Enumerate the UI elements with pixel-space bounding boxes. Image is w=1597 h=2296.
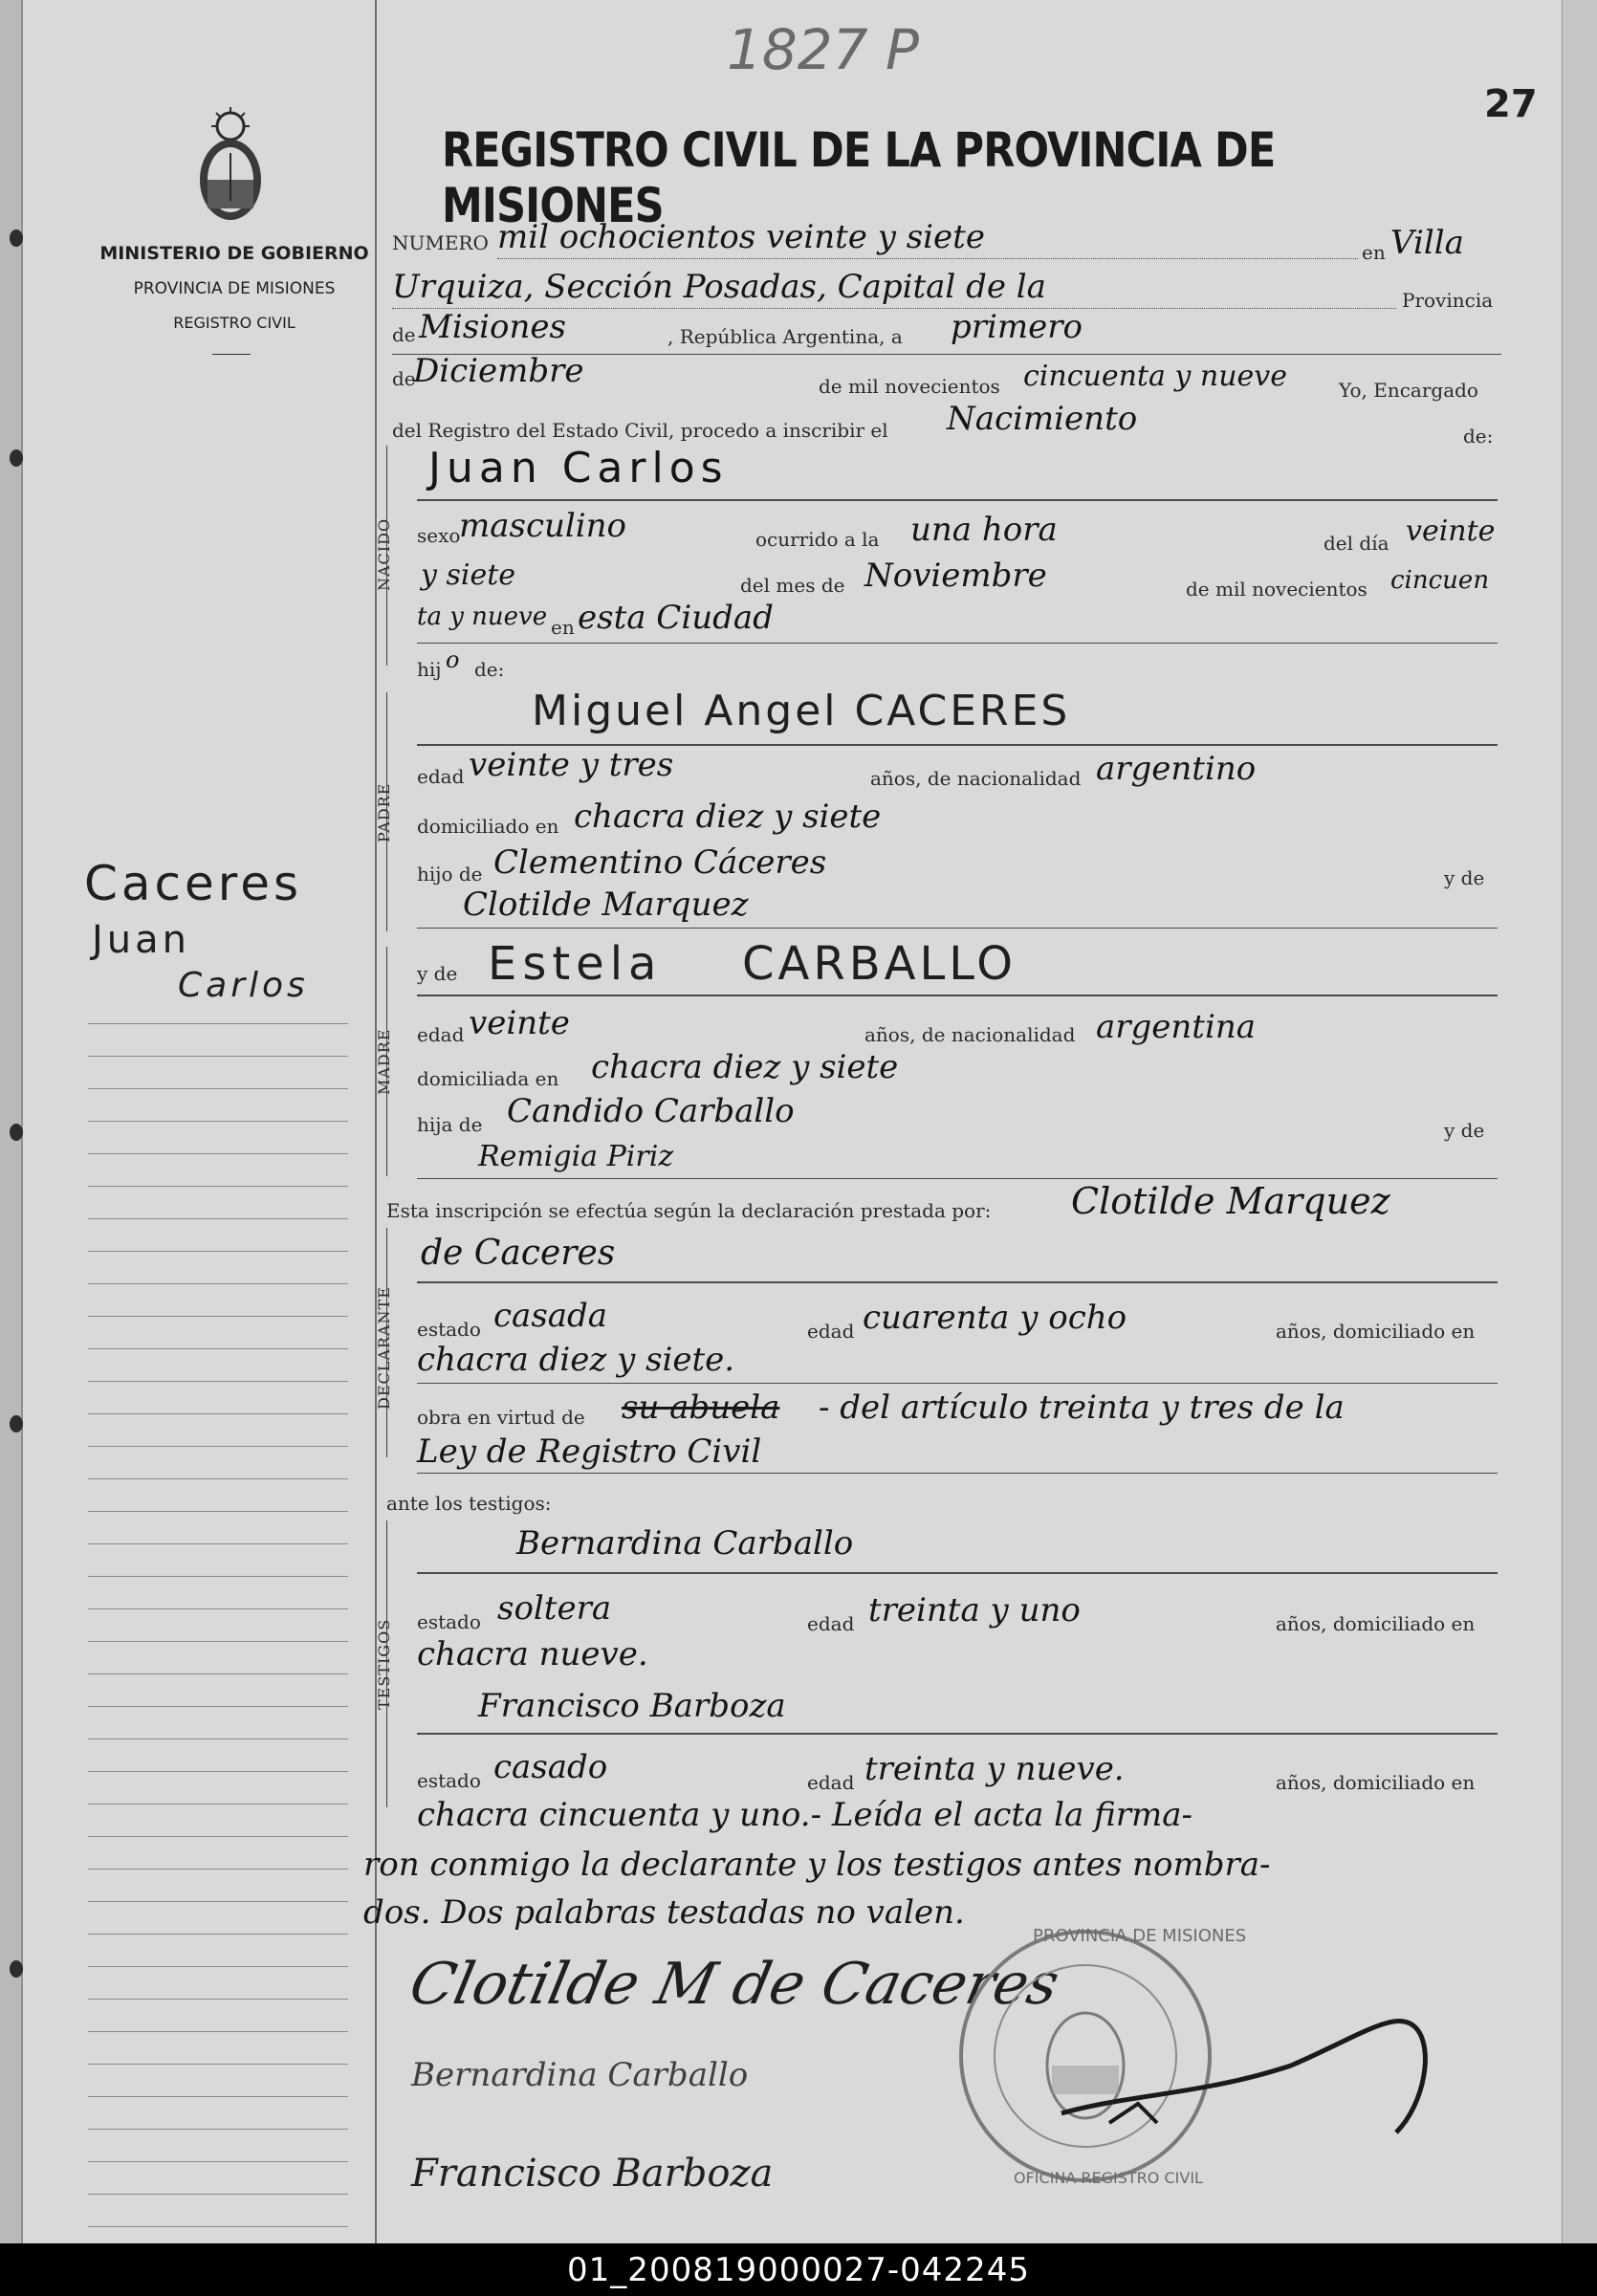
signature-witness-2: Francisco Barboza: [411, 2152, 774, 2196]
section-padre: PADRE: [375, 782, 393, 843]
margin-ruled-line: [88, 2194, 348, 2195]
coat-of-arms-icon: [187, 105, 273, 230]
register-page: 1827 P 27 MINISTERIO DE GOBIERNO PROVINCIA DE MISIONES REGISTRO CIVIL Caceres Juan Carlos REGISTRO CIVIL DE LA PROVINCIA DE MISIONES NUMERO mil ochocientos veinte y siete en Villa Urquiza, Sección Posadas, Capital de la Provincia de Misiones , República Argentina, a primero de Diciembre de mil novecientos cincuenta y nueve Yo, Encargado del Registro del Estado Civil, procedo a inscribir el Nacimiento de: NACIDO Juan Carlos sexo masculino ocurrido a la una hora del día veinte y siete del mes de Noviembre de mil novecientos cincuen ta y nueve en esta Ciudad hij o de: PADRE Miguel Angel CACERES edad veinte y tres años, de nacionalidad argentino domiciliado en chacra diez y siete hijo de Clementino Cáceres y de Clotilde Marquez MADRE y de Estela CARBALLO edad veinte años, de nacionalidad argentina domiciliada en chacra diez y siete hija de Candido Carballo y de Remigia Piriz Esta inscripción se efectúa según la declaración prestada por: Clotilde Marquez DECLARANTE de Caceres estado casada edad cuarenta y ocho años, domiciliado en chacra diez y siete. obra en virtud de su abuela - del artículo treinta y tres de la Ley de Registro Civil ante los testigos: TESTIGOS Bernardina Carballo estado soltera edad treinta y uno años, domiciliado en chacra nueve. Francisco Barboza estado casado edad treinta y nueve. años, domiciliado en chacra cincuenta y uno.- Leída el acta la firma- ron conmigo la declarante y los testigos antes nombra- dos. Dos palabras testadas no valen. Clotilde M de Caceres Bernardina Carballo Francisco Barboza PROVINCIA DE MISIONES OFICINA REGISTRO CIVIL: [0, 0, 1597, 2243]
entry-witness-1-age: treinta y uno: [868, 1591, 1081, 1629]
margin-ruled-line: [88, 1966, 348, 1967]
entry-mother-address: chacra diez y siete: [591, 1048, 899, 1086]
registrar-signature-icon: [1052, 1951, 1473, 2142]
entry-day: primero: [951, 308, 1083, 346]
entry-birth-year-2: ta y nueve: [417, 602, 548, 631]
margin-ruled-line: [88, 1543, 348, 1544]
declaration-label: Esta inscripción se efectúa según la declaración prestada por:: [386, 1199, 992, 1222]
margin-ruled-line: [88, 1056, 348, 1057]
entry-witness-2-address: chacra cincuenta y uno.- Leída el acta la firma-: [417, 1796, 1193, 1834]
margin-ruled-line: [88, 1836, 348, 1837]
entry-father-name: Miguel Angel CACERES: [532, 687, 1071, 735]
entry-year: cincuenta y nueve: [1023, 360, 1287, 393]
section-testigos: TESTIGOS: [375, 1618, 393, 1710]
entry-declarant-1: Clotilde Marquez: [1071, 1180, 1390, 1222]
entry-birth-year-1: cincuen: [1390, 566, 1490, 595]
pencil-folio: 1827 P: [727, 17, 920, 82]
entry-birth-place: esta Ciudad: [578, 599, 774, 637]
margin-ruled-line: [88, 2064, 348, 2065]
entry-father-address: chacra diez y siete: [574, 798, 882, 836]
stamp-text-top: PROVINCIA DE MISIONES: [1033, 1926, 1247, 1946]
margin-ruled-line: [88, 1608, 348, 1609]
entry-declarant-age: cuarenta y ocho: [863, 1299, 1127, 1337]
page-title: REGISTRO CIVIL DE LA PROVINCIA DE MISIONES: [442, 122, 1276, 233]
entry-mother-last: CARBALLO: [742, 937, 1017, 991]
margin-ruled-line: [88, 2161, 348, 2162]
entry-act-type: Nacimiento: [947, 400, 1138, 438]
entry-father-mother: Clotilde Marquez: [463, 886, 749, 924]
margin-ruled-line: [88, 1576, 348, 1577]
entry-hour: una hora: [910, 511, 1058, 549]
binding-hole: [10, 1960, 23, 1978]
margin-ruled-line: [88, 1153, 348, 1154]
entry-birth-day-1: veinte: [1406, 514, 1496, 548]
margin-ruled-line: [88, 1999, 348, 2000]
section-nacido: NACIDO: [375, 517, 393, 592]
binding-hole: [10, 1124, 23, 1141]
margin-ruled-line: [88, 2129, 348, 2130]
margin-ruled-line: [88, 2226, 348, 2227]
signature-witness-1: Bernardina Carballo: [411, 2056, 749, 2094]
binding-hole: [10, 230, 23, 247]
margin-ruled-line: [88, 2096, 348, 2097]
margin-ruled-line: [88, 1706, 348, 1707]
page-edge: [1562, 0, 1597, 2243]
margin-ruled-line: [88, 1218, 348, 1219]
margin-ruled-line: [88, 1316, 348, 1317]
margin-ruled-line: [88, 1121, 348, 1122]
entry-mother-age: veinte: [469, 1004, 570, 1042]
entry-mother-mother: Remigia Piriz: [478, 1140, 674, 1173]
binding-hole: [10, 1415, 23, 1432]
entry-child-name: Juan Carlos: [428, 444, 729, 492]
margin-ruled-line: [88, 1088, 348, 1089]
closing-line-2: dos. Dos palabras testadas no valen.: [363, 1893, 965, 1932]
entry-numero: mil ochocientos veinte y siete: [497, 218, 985, 256]
margin-ruled-line: [88, 1413, 348, 1414]
province-label: PROVINCIA DE MISIONES: [133, 279, 336, 298]
margin-ruled-line: [88, 1478, 348, 1479]
entry-provincia: Misiones: [419, 308, 566, 346]
entry-mother-first: Estela: [488, 937, 663, 991]
signature-declarant: Clotilde M de Caceres: [404, 1951, 1065, 2018]
entry-birth-month: Noviembre: [864, 557, 1047, 595]
ministry-rule: [212, 354, 251, 355]
closing-line-1: ron conmigo la declarante y los testigos antes nombra-: [363, 1846, 1271, 1884]
margin-ruled-line: [88, 1023, 348, 1024]
margin-ruled-line: [88, 1381, 348, 1382]
entry-witness-1-status: soltera: [497, 1589, 612, 1628]
margin-ruled-line: [88, 1446, 348, 1447]
binding-edge: [0, 0, 23, 2243]
margin-ruled-line: [88, 1283, 348, 1284]
image-caption: 01_200819000027-042245: [0, 2243, 1597, 2296]
entry-witness-1-address: chacra nueve.: [417, 1635, 648, 1673]
margin-ruled-line: [88, 1348, 348, 1349]
entry-father-nationality: argentino: [1096, 750, 1257, 788]
entry-month: Diciembre: [413, 352, 584, 390]
entry-declarant-address: chacra diez y siete.: [417, 1341, 735, 1379]
section-madre: MADRE: [375, 1028, 393, 1095]
label-numero: NUMERO: [392, 231, 489, 254]
margin-surname: Caceres: [84, 856, 303, 911]
stamp-text-bottom: OFICINA REGISTRO CIVIL: [1014, 2169, 1203, 2187]
margin-given-1: Juan: [92, 918, 191, 962]
margin-given-2: Carlos: [178, 966, 309, 1005]
entry-witness-2-age: treinta y nueve.: [864, 1750, 1125, 1788]
margin-ruled-line: [88, 1934, 348, 1935]
margin-ruled-line: [88, 1641, 348, 1642]
entry-witness-2-status: casado: [493, 1748, 608, 1786]
entry-witness-2: Francisco Barboza: [478, 1687, 786, 1725]
margin-ruled-line: [88, 1901, 348, 1902]
margin-ruled-line: [88, 1738, 348, 1739]
entry-mother-nationality: argentina: [1096, 1008, 1257, 1046]
entry-birth-day-2: y siete: [421, 558, 516, 592]
margin-ruled-line: [88, 1251, 348, 1252]
entry-obra: - del artículo treinta y tres de la: [819, 1389, 1345, 1427]
ministry-title: MINISTERIO DE GOBIERNO: [99, 243, 369, 264]
margin-ruled-line: [88, 1771, 348, 1772]
margin-ruled-line: [88, 1511, 348, 1512]
entry-declarant-2: de Caceres: [421, 1234, 616, 1273]
entry-obra-2: Ley de Registro Civil: [417, 1432, 762, 1471]
entry-witness-1: Bernardina Carballo: [516, 1524, 854, 1563]
entry-place-1: Villa: [1390, 224, 1464, 262]
entry-place-2: Urquiza, Sección Posadas, Capital de la: [392, 268, 1046, 306]
margin-ruled-line: [88, 1869, 348, 1870]
office-label: REGISTRO CIVIL: [173, 314, 295, 332]
margin-ruled-line: [88, 2031, 348, 2032]
page-number: 27: [1484, 82, 1538, 126]
entry-declarant-status: casada: [493, 1297, 608, 1335]
margin-ruled-line: [88, 1673, 348, 1674]
entry-father-age: veinte y tres: [469, 746, 674, 784]
entry-father-father: Clementino Cáceres: [493, 843, 827, 882]
entry-mother-father: Candido Carballo: [507, 1092, 795, 1130]
section-declarante: DECLARANTE: [375, 1286, 393, 1410]
binding-hole: [10, 449, 23, 467]
margin-ruled-line: [88, 1186, 348, 1187]
entry-obra-struck: su abuela: [622, 1389, 780, 1427]
entry-sex: masculino: [459, 507, 627, 545]
